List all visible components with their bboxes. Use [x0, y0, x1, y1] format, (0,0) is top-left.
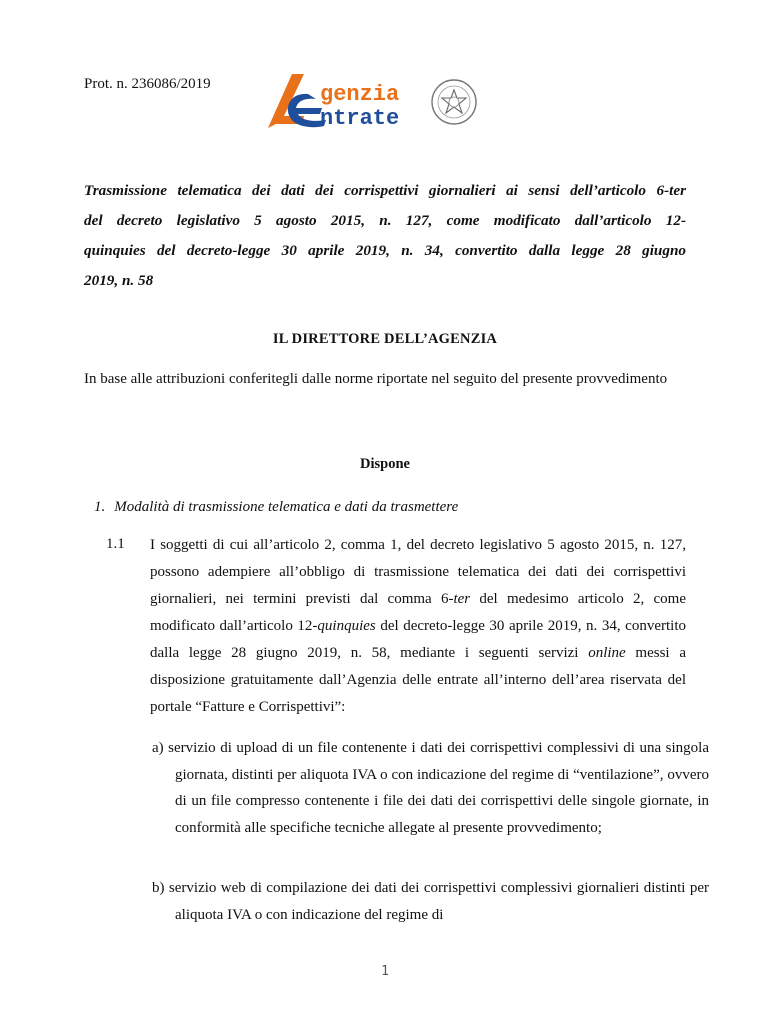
italian-emblem-icon	[432, 80, 476, 124]
director-heading: IL DIRETTORE DELL’AGENZIA	[272, 331, 498, 347]
protocol-number: Prot. n. 236086/2019	[84, 76, 211, 92]
para-text: messi a disposizione gratuitamente dall’Agenzia delle entrate all’interno dell’area riservata del portale “Fatture e Corrispettivi”:	[150, 645, 686, 715]
list-item-b: b) servizio web di compilazione dei dati dei corrispettivi complessivi giornalieri distinti per aliquota IVA o con indicazione del regime di	[152, 880, 709, 923]
document-title	[84, 176, 686, 296]
title-line: 2019, n. 58	[84, 272, 154, 289]
dispone-heading: Dispone	[360, 456, 410, 472]
logo-line1-rest: genzia	[320, 82, 400, 107]
para-text: del medesimo articolo 2, come modificato dall’articolo 12-	[150, 591, 686, 634]
page-number: 1	[381, 964, 389, 979]
title-line: quinquies del decreto-legge 30 aprile 2019, n. 34, convertito dalla legge 28 giugno	[84, 242, 686, 259]
list-item-a: a) servizio di upload di un file contenente i dati dei corrispettivi complessivi di una singola giornata, distinti per aliquota IVA o con indicazione del regime di “ventilazione”, ovvero di un file compresso contenente i file dei dati dei corrispettivi delle singole giornate, in conformità alle specifiche tecniche allegate al presente provvedimento;	[152, 740, 709, 836]
section-heading	[94, 499, 458, 516]
para-text: del decreto-legge 30 aprile 2019, n. 34, convertito dalla legge 28 giugno 2019, n. 58, mediante i seguenti servizi	[150, 618, 686, 661]
paragraph-1-1	[150, 532, 686, 721]
para-italic-ter: ter	[453, 591, 471, 607]
section-number: 1.	[94, 499, 106, 515]
para-italic-online: online	[588, 645, 626, 661]
agenzia-entrate-logo	[258, 72, 488, 132]
intro-paragraph: In base alle attribuzioni conferitegli dalle norme riportate nel seguito del presente provvedimento	[84, 371, 668, 387]
title-line: del decreto legislativo 5 agosto 2015, n. 127, come modificato dall’articolo 12-	[84, 212, 686, 229]
logo-line2-rest: ntrate	[320, 106, 400, 131]
section-title: Modalità di trasmissione telematica e dati da trasmettere	[114, 499, 459, 515]
svg-text:ntrate	[320, 106, 399, 131]
paragraph-number: 1.1	[106, 536, 125, 552]
svg-text:genzia	[320, 82, 399, 107]
title-line: Trasmissione telematica dei dati dei corrispettivi giornalieri ai sensi dell’articolo 6-ter	[84, 182, 686, 199]
para-italic-quinquies: quinquies	[317, 618, 376, 634]
para-text: I soggetti di cui all’articolo 2, comma 1, del decreto legislativo 5 agosto 2015, n. 127, possono adempiere all’obbligo di trasmissione telematica dei dati dei corrispettivi giornalieri, nei termini previsti dal comma 6-	[150, 537, 686, 607]
